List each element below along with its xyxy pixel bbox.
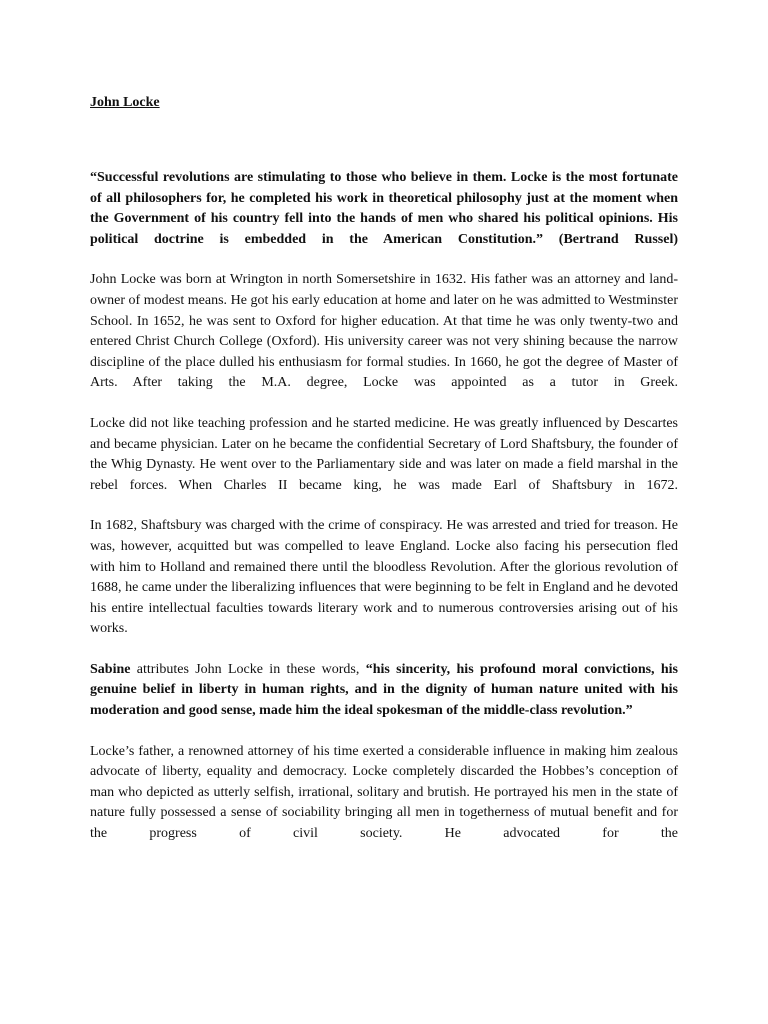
opening-quote: “Successful revolutions are stimulating to those who believe in them. Locke is the most fortunate of all philosophers for, he completed his work in theoretical philosophy just at the moment when the Government of his country fell into the hands of men who shared his political opinions. His political doctrine is embedded in the American Constitution.” (Bertrand Russel) <box>90 170 678 247</box>
document-title: John Locke <box>90 95 160 110</box>
paragraph-early-life: John Locke was born at Wrington in north Somersetshire in 1632. His father was an attorney and land-owner of modest means. He got his early education at home and later on he was admitted to Westminster School. In 1652, he was sent to Oxford for higher education. At that time he was only twenty-two and entered Christ Church College (Oxford). His university career was not very shining because the narrow discipline of the place dulled his enthusiasm for formal studies. In 1660, he got the degree of Master of Arts. After taking the M.A. degree, Locke was appointed as a tutor in Greek. <box>90 272 678 391</box>
paragraph-medicine-career: Locke did not like teaching profession and he started medicine. He was greatly influenced by Descartes and became physician. Later on he became the confidential Secretary of Lord Shaftsbury, the founder of the Whig Dynasty. He went over to the Parliamentary side and was later on made a field marshal in the rebel forces. When Charles II became king, he was made Earl of Shaftsbury in 1672. <box>90 415 678 493</box>
sabine-name: Sabine <box>90 661 131 677</box>
paragraph-exile: In 1682, Shaftsbury was charged with the crime of conspiracy. He was arrested and tried for treason. He was, however, acquitted but was compelled to leave England. Locke also facing his persecution fled with him to Holland and remained there until the bloodless Revolution. After the glorious revolution of 1688, he came under the liberalizing influences that were beginning to be felt in England and he devoted his entire intellectual faculties towards literary work and to numerous controversies arising out of his works. <box>90 518 678 637</box>
document-page <box>90 94 678 865</box>
sabine-quote: “his sincerity, his profound moral convictions, his genuine belief in liberty in human rights, and in the dignity of human nature united with his moderation and good sense, made him the ideal spokesman of the middle-class revolution.” <box>90 661 679 719</box>
paragraph-sabine <box>90 660 678 722</box>
paragraph-fathers-influence: Locke’s father, a renowned attorney of his time exerted a considerable influence in making him zealous advocate of liberty, equality and democracy. Locke completely discarded the Hobbes’s conception of man who depicted as utterly selfish, irrational, solitary and brutish. He portrayed his men in the state of nature fully possessed a sense of sociability bringing all men in togetherness of mutual benefit and for the progress of civil society. He advocated for the <box>90 743 678 842</box>
sabine-intro: attributes John Locke in these words, <box>130 661 366 677</box>
